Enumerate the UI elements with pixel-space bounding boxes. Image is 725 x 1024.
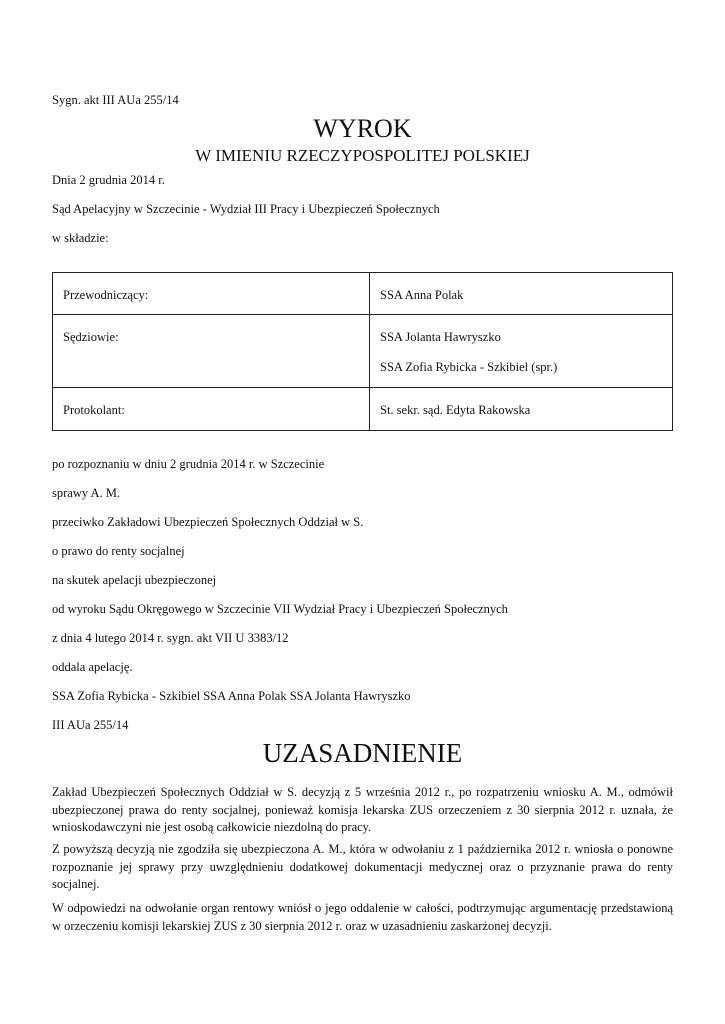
justification-paragraph: W odpowiedzi na odwołanie organ rentowy wniósł o jego oddalenie w całości, podtrzymując argumentację przedstawioną w orzeczeniu komisji lekarskiej ZUS z 30 sierpnia 2012 r. oraz w uzasadnieniu zaskarżonej decyzji. — [52, 901, 673, 933]
judges-label-cell — [53, 315, 370, 388]
body-line: o prawo do renty socjalnej — [52, 544, 185, 558]
table-row — [53, 315, 673, 388]
document-title: WYROK — [313, 114, 412, 143]
justification-paragraph: Z powyższą decyzją nie zgodziła się ubezpieczona A. M., która w odwołaniu z 1 października 2012 r. wniosła o ponowne rozpoznanie jej sprawy przy uwzględnieniu dodatkowej dokumentacji medycznej oraz o przyznanie prawa do renty socjalnej. — [52, 842, 673, 891]
body-line: po rozpoznaniu w dniu 2 grudnia 2014 r. w Szczecinie — [52, 457, 325, 471]
judges-value-cell — [370, 315, 673, 388]
body-line: sprawy A. M. — [52, 486, 121, 500]
justification-paragraph: Zakład Ubezpieczeń Społecznych Oddział w S. decyzją z 5 września 2012 r., po rozpatrzeniu wniosku A. M., odmówił ubezpieczonej prawa do renty socjalnej, ponieważ komisja lekarska ZUS orzeczeniem z 30 sierpnia 2012 r. uznała, że wnioskodawczyni nie jest osobą całkowicie niezdolną do pracy. — [52, 785, 673, 834]
chair-value-cell — [370, 273, 673, 315]
court-name: Sąd Apelacyjny w Szczecinie - Wydział III Pracy i Ubezpieczeń Społecznych — [52, 202, 440, 216]
body-line: przeciwko Zakładowi Ubezpieczeń Społecznych Oddział w S. — [52, 515, 364, 529]
case-signature: Sygn. akt III AUa 255/14 — [52, 93, 179, 107]
chair-value: SSA Anna Polak — [380, 288, 464, 302]
table-row — [53, 273, 673, 315]
body-line: na skutek apelacji ubezpieczonej — [52, 573, 217, 587]
clerk-label-cell — [53, 388, 370, 431]
clerk-label: Protokolant: — [63, 403, 125, 417]
verdict-line: oddala apelację. — [52, 660, 133, 674]
body-line: od wyroku Sądu Okręgowego w Szczecinie VII Wydział Pracy i Ubezpieczeń Społecznych — [52, 602, 508, 616]
clerk-value-cell — [370, 388, 673, 431]
body-line: z dnia 4 lutego 2014 r. sygn. akt VII U 3383/12 — [52, 631, 289, 645]
chair-label: Przewodniczący: — [63, 288, 149, 302]
composition-label: w składzie: — [52, 231, 109, 245]
judgment-date: Dnia 2 grudnia 2014 r. — [52, 173, 165, 187]
clerk-value: St. sekr. sąd. Edyta Rakowska — [380, 403, 531, 417]
case-reference-line: III AUa 255/14 — [52, 718, 129, 732]
judges-signature-line: SSA Zofia Rybicka - Szkibiel SSA Anna Polak SSA Jolanta Hawryszko — [52, 689, 411, 703]
judges-label: Sędziowie: — [63, 330, 119, 344]
chair-label-cell — [53, 273, 370, 315]
table-row — [53, 388, 673, 431]
judge-name: SSA Jolanta Hawryszko — [380, 330, 501, 344]
document-subtitle: W IMIENIU RZECZYPOSPOLITEJ POLSKIEJ — [195, 146, 530, 165]
judge-name: SSA Zofia Rybicka - Szkibiel (spr.) — [380, 359, 558, 374]
panel-table — [52, 272, 673, 431]
justification-title: UZASADNIENIE — [262, 738, 463, 768]
